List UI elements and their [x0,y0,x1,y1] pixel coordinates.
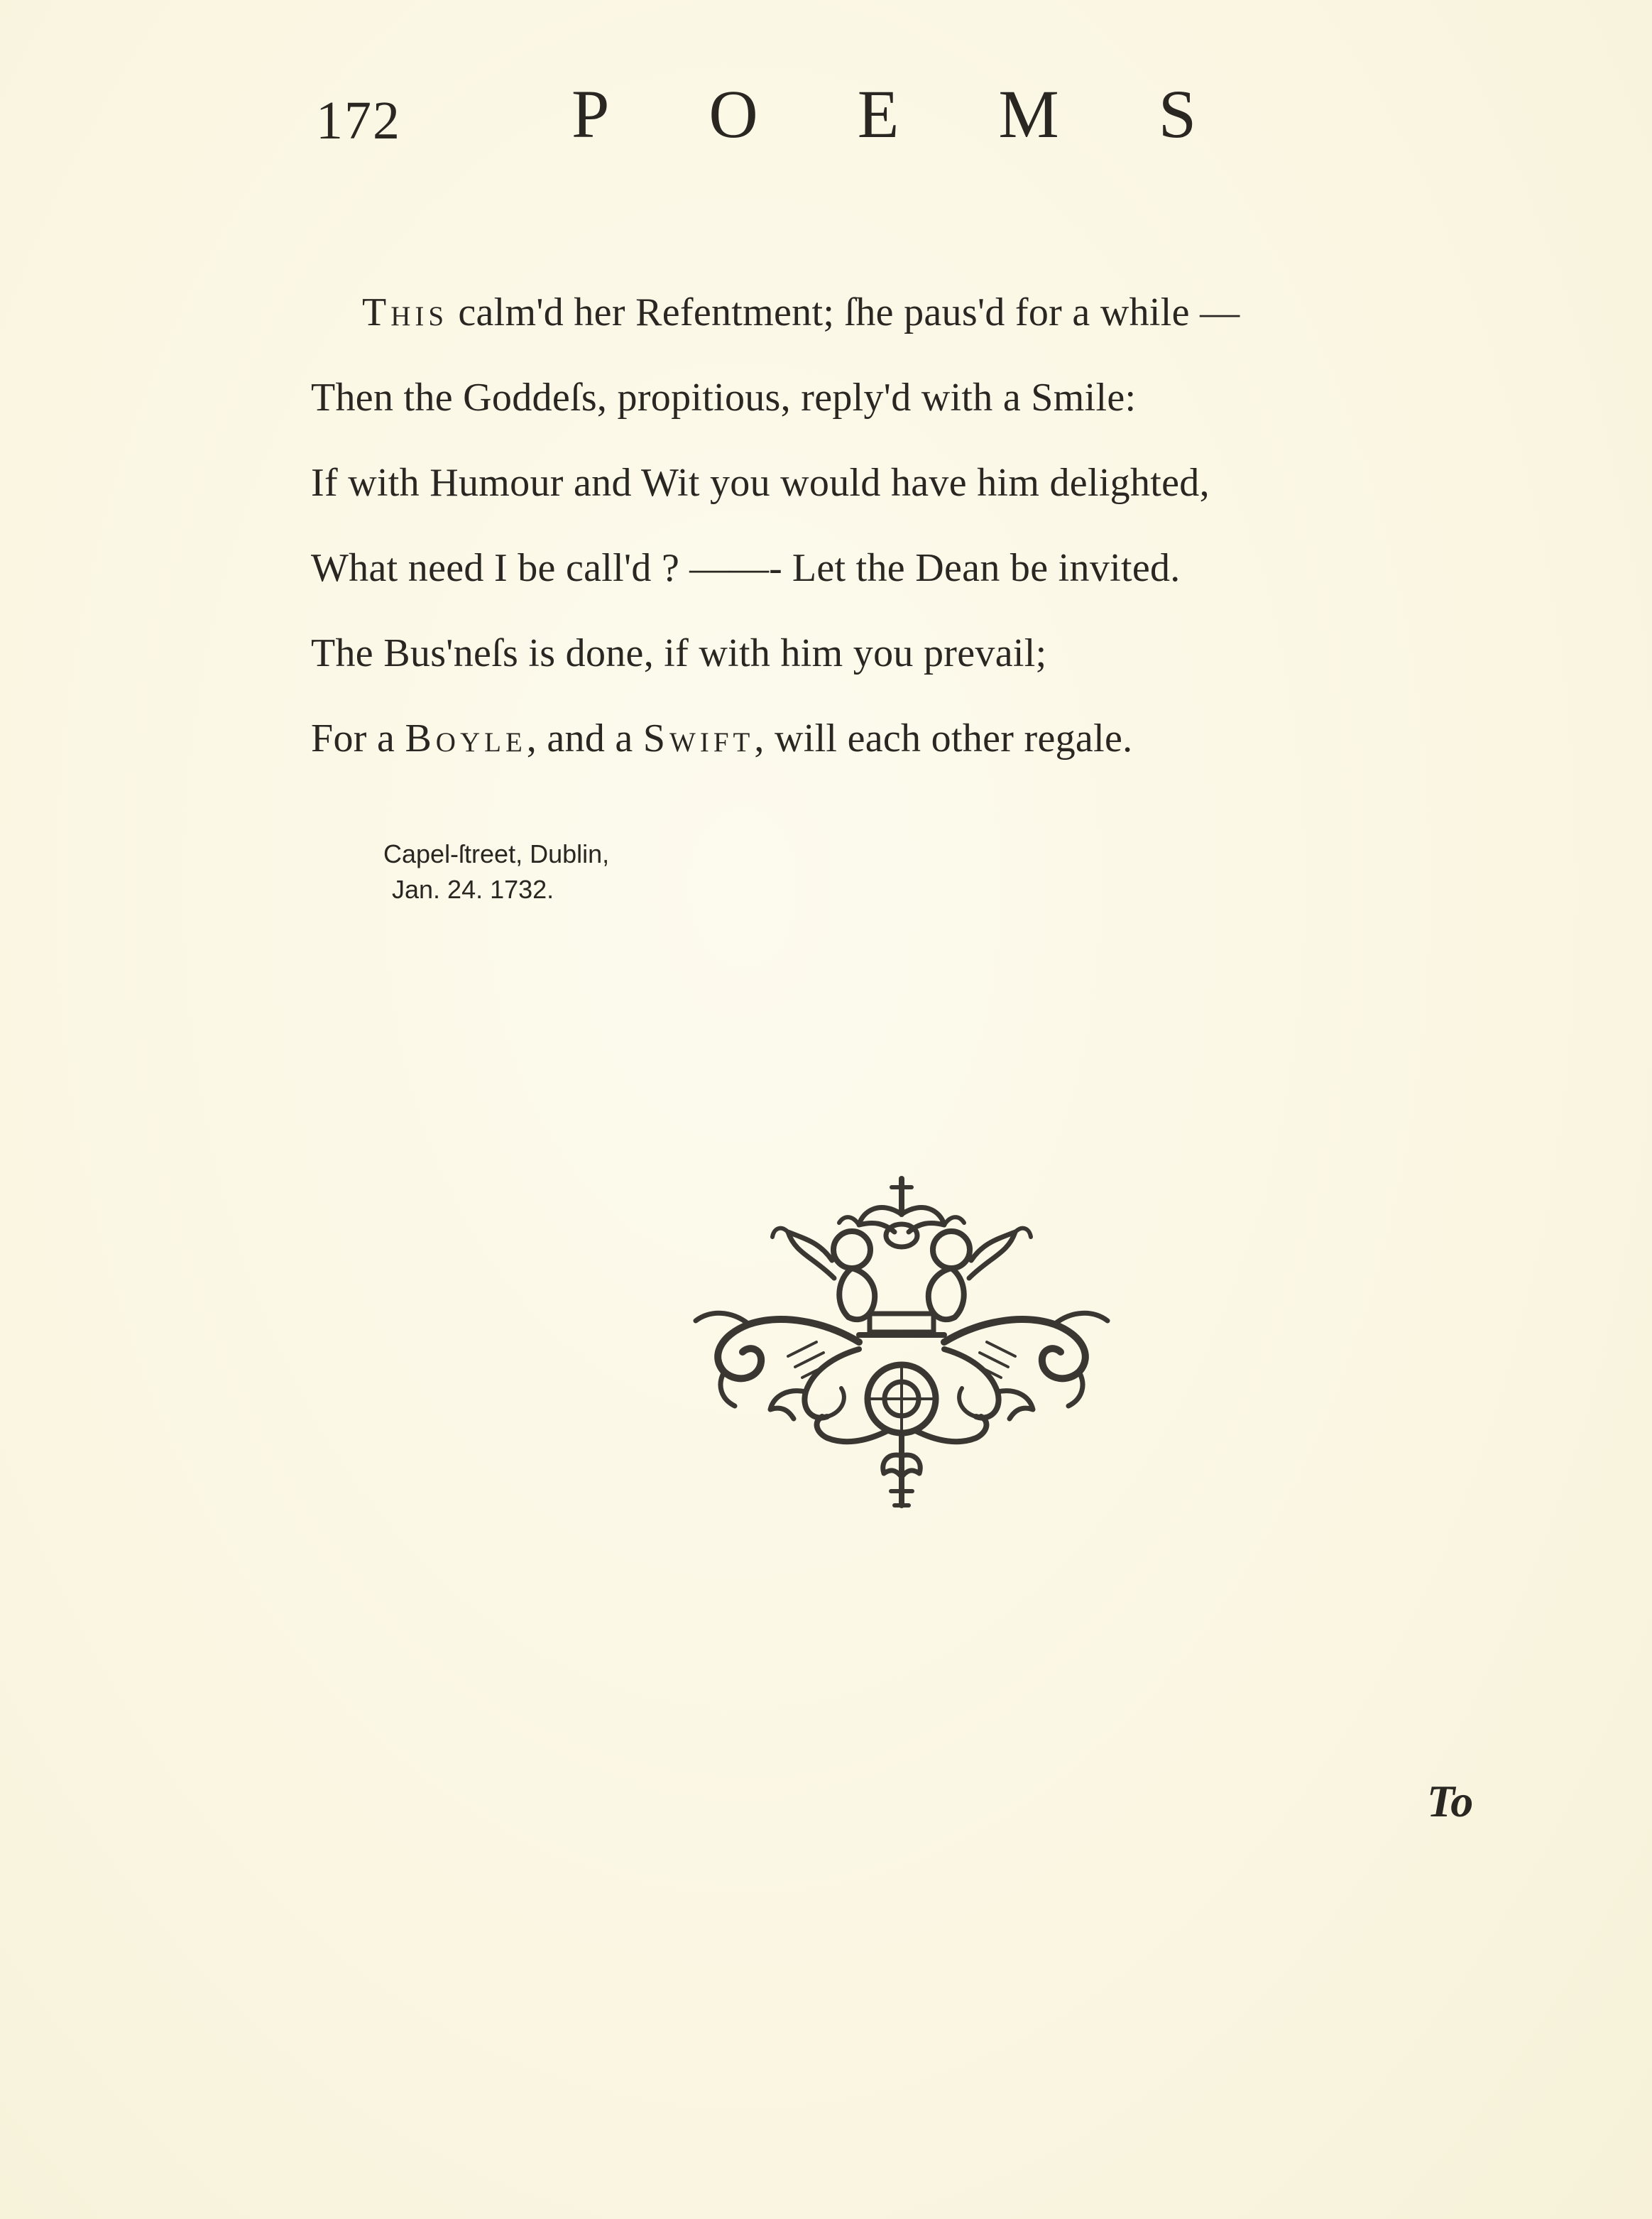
poem-line-5: The Bus'neſs is done, if with him you prevail; [311,631,1047,675]
poem-line-6-part-b: , and a [526,716,643,760]
signoff-block [383,836,609,907]
running-head: POEMS [571,76,1296,152]
poem-line-6-swift: Swift [642,716,755,760]
signoff-date: Jan. 24. 1732. [392,875,554,904]
poem-line-6-part-c: , will each other regale. [754,716,1133,760]
poem-line-4-part-b: Let the Dean be invited. [792,546,1181,590]
poem-stanza [311,270,1532,781]
poem-line-3: If with Humour and Wit you would have him delighted, [311,461,1210,505]
poem-line-1-text: calm'd her Refentment; ſhe paus'd for a while — [448,290,1240,334]
poem-line-6-boyle: Boyle [405,716,527,760]
catchword: To [1427,1776,1474,1826]
poem-line-6 [311,696,1532,781]
poem-line-1 [311,270,1532,355]
page-header [0,75,1652,153]
poem-line-4-part-a: What need I be call'd ? [311,546,680,590]
signoff-place: Capel-ſtreet, Dublin, [383,839,610,868]
poem-line-4 [311,525,1532,611]
poem-line-2: Then the Goddeſs, propitious, reply'd with a Smile: [311,376,1137,420]
poem-line-6-part-a: For a [311,716,405,760]
page-number: 172 [316,91,401,151]
poem-line-4-dash: ——- [679,546,792,590]
poem-line-1-lead-word: This [362,290,449,334]
cherub-scroll-ornament-icon [682,1172,1122,1512]
